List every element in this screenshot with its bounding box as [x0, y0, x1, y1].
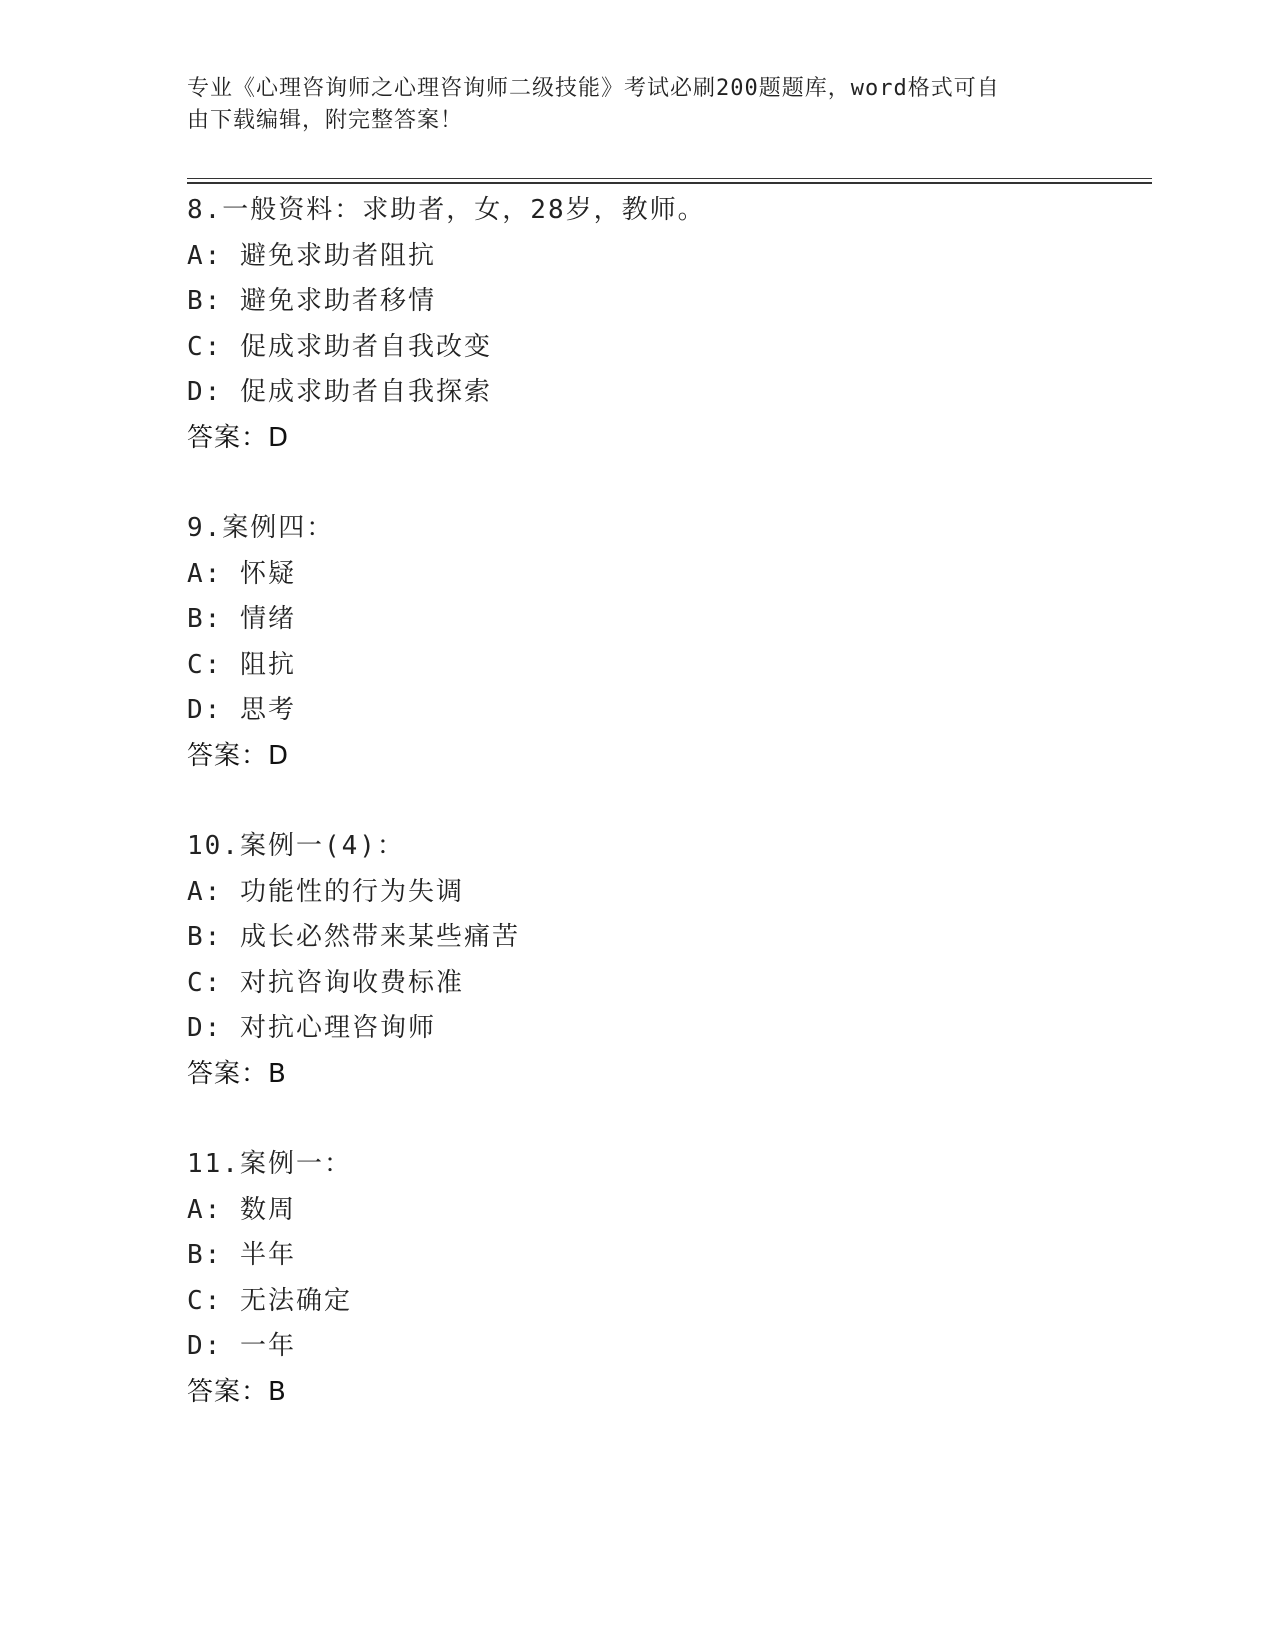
option-a: A: 功能性的行为失调	[187, 876, 464, 907]
answer-line: 答案：B	[187, 1058, 287, 1089]
option-c: C: 无法确定	[187, 1285, 352, 1316]
header-divider-thin	[187, 178, 1152, 179]
document-header	[187, 73, 1067, 137]
answer-line: 答案：B	[187, 1376, 287, 1407]
option-d: D: 一年	[187, 1331, 296, 1361]
option-b: B: 避免求助者移情	[187, 286, 436, 316]
question-10	[187, 824, 1147, 1097]
answer-line: 答案：D	[187, 740, 290, 771]
answer-line: 答案：D	[187, 422, 290, 453]
question-list	[187, 188, 1147, 1460]
question-11	[187, 1142, 1147, 1415]
option-c: C: 对抗咨询收费标准	[187, 967, 464, 998]
header-divider-thick	[187, 182, 1152, 184]
option-c: C: 阻抗	[187, 649, 296, 680]
question-8	[187, 188, 1147, 461]
option-a: A: 数周	[187, 1194, 296, 1225]
option-d: D: 思考	[187, 695, 296, 725]
option-d: D: 促成求助者自我探索	[187, 377, 492, 407]
question-stem: 9.案例四：	[187, 513, 335, 543]
header-line-2: 由下载编辑，附完整答案！	[187, 108, 464, 133]
option-c: C: 促成求助者自我改变	[187, 331, 492, 362]
option-a: A: 怀疑	[187, 558, 296, 589]
question-stem: 8.一般资料：求助者，女，28岁，教师。	[187, 195, 706, 225]
option-b: B: 情绪	[187, 604, 296, 634]
option-b: B: 成长必然带来某些痛苦	[187, 922, 520, 952]
option-d: D: 对抗心理咨询师	[187, 1013, 436, 1043]
header-line-1: 专业《心理咨询师之心理咨询师二级技能》考试必刷200题题库，word格式可自	[187, 76, 1000, 101]
question-stem: 10.案例一(4)：	[187, 831, 405, 861]
question-stem: 11.案例一：	[187, 1149, 352, 1179]
option-b: B: 半年	[187, 1240, 296, 1270]
option-a: A: 避免求助者阻抗	[187, 240, 436, 271]
question-9	[187, 506, 1147, 779]
